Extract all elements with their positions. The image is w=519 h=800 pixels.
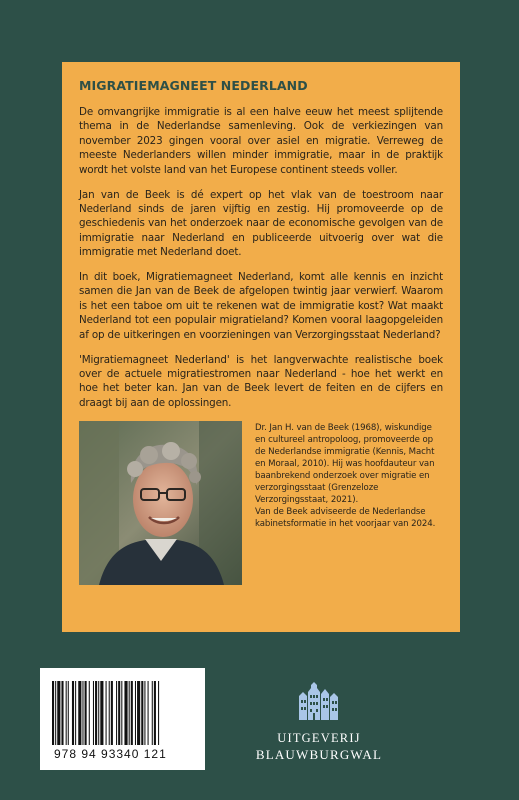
back-cover-panel bbox=[62, 62, 460, 632]
book-title: MIGRATIEMAGNEET NEDERLAND bbox=[79, 78, 308, 93]
author-bio-extra: Van de Beek adviseerde de Nederlandse kabinetsformatie in het voorjaar van 2024. bbox=[255, 507, 436, 530]
author-bio-main: Dr. Jan H. van de Beek (1968), wiskundige en cultureel antropoloog, promoveerde op de Nederlandse immigratie (Kennis, Macht en Moraal, 2010). Hij was hoofdauteur van baanbrekend onderzoek over migratie en verzorgingsstaat (Grenzeloze Verzorgingsstaat, 2021). bbox=[255, 422, 435, 506]
canal-houses-icon bbox=[297, 680, 341, 720]
barcode bbox=[40, 668, 205, 770]
author-section bbox=[79, 421, 443, 585]
paragraph-1: De omvangrijke immigratie is al een halve eeuw het meest splijtende thema in de Nederlandse samenleving. Ook de verkiezingen van november 2023 gingen vooral over asiel en migratie. Verreweg de meeste Nederlanders willen minder immigratie, maar in de praktijk wordt het volste land van het Europese continent steeds voller. bbox=[79, 106, 443, 176]
author-portrait bbox=[79, 421, 242, 585]
isbn-number: 978 94 93340 121 bbox=[54, 747, 167, 761]
paragraph-4: 'Migratiemagneet Nederland' is het langverwachte realistische boek over de actuele migratiestromen naar Nederland - hoe het werkt en hoe het beter kan. Jan van de Beek levert de feiten en de cijfers en draagt bij aan de oplossingen. bbox=[79, 353, 443, 409]
publisher-name-line2: BLAUWBURGWAL bbox=[255, 747, 383, 762]
paragraph-3: In dit boek, Migratiemagneet Nederland, komt alle kennis en inzicht samen die Jan van de Beek de afgelopen twintig jaar verwierf. Waarom is het een taboe om uit te rekenen wat de immigratie kost? Wat maakt Nederland tot een populair migratieland? Komen vooral laagopgeleiden af op de uitkeringen en voorzieningen van Verzorgingsstaat Nederland? bbox=[79, 271, 443, 341]
author-bio bbox=[255, 422, 443, 585]
barcode-bars bbox=[52, 681, 193, 745]
publisher-name-line1: UITGEVERIJ bbox=[277, 731, 361, 745]
publisher-logo bbox=[254, 680, 384, 763]
paragraph-2: Jan van de Beek is dé expert op het vlak van de toestroom naar Nederland sinds de jaren vijftig en zestig. Hij promoveerde op de geschiedenis van het onderzoek naar de economische gevolgen van de immigratie naar Nederland en publiceerde uitvoerig over wat die immigratie met Nederland doet. bbox=[79, 188, 443, 259]
